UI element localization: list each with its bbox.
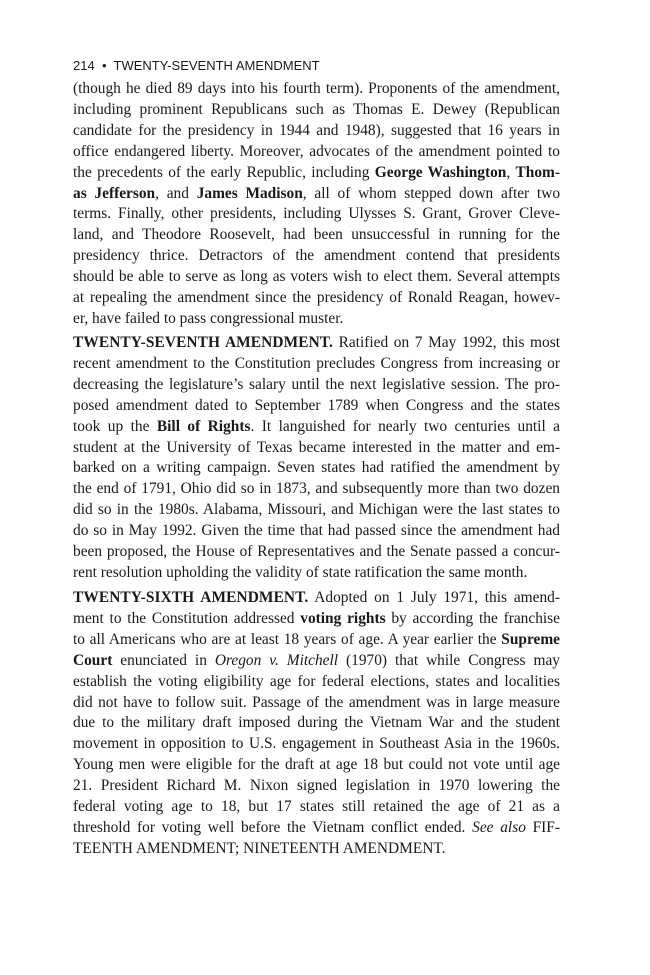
cross-reference-voting-rights: voting rights <box>300 609 386 627</box>
page-number: 214 <box>73 58 95 73</box>
entry-heading: TWENTY-SIXTH AMENDMENT. <box>73 589 309 606</box>
running-head <box>73 58 320 73</box>
text-line: ment to the Constitution addressed voting rights by according the franchise <box>73 609 560 627</box>
text-line: at repealing the amendment since the presidency of Ronald Reagan, howev- <box>73 289 560 307</box>
text-line: recent amendment to the Constitution precludes Congress from increasing or <box>73 354 560 372</box>
text-line: as Jefferson, and James Madison, all of whom stepped down after two <box>73 184 561 202</box>
text-line: Court enunciated in Oregon v. Mitchell (1970) that while Congress may <box>73 651 560 669</box>
paragraph-twenty-second-amendment-continued <box>73 79 560 330</box>
text-line: should be able to serve as long as voters wish to elect them. Several attempts <box>73 268 560 286</box>
text-line: (though he died 89 days into his fourth term). Proponents of the amendment, <box>73 80 560 97</box>
cross-reference-thomas-jefferson-part1: Thom- <box>515 163 560 181</box>
running-head-separator: • <box>101 58 107 73</box>
case-citation: Oregon v. Mitchell <box>214 651 339 669</box>
text-line: TWENTY-SIXTH AMENDMENT. Adopted on 1 July 1971, this amend- <box>73 589 560 606</box>
entry-twenty-seventh-amendment <box>73 333 560 584</box>
cross-reference-supreme-court-part1: Supreme <box>501 630 560 648</box>
entry-twenty-sixth-amendment <box>73 588 560 860</box>
cross-reference-thomas-jefferson-part2: as Jefferson <box>73 184 156 202</box>
text-line: terms. Finally, other presidents, including Ulysses S. Grant, Grover Cleve- <box>73 205 560 223</box>
cross-reference-supreme-court-part2: Court <box>73 651 113 669</box>
cross-reference-george-washington: George Washington <box>374 163 507 181</box>
text-line: threshold for voting well before the Vietnam conflict ended. See also FIF- <box>73 818 560 836</box>
text-line: land, and Theodore Roosevelt, had been unsuccessful in running for the <box>73 226 560 244</box>
see-also-label: See also <box>472 818 526 836</box>
text-line: barked on a writing campaign. Seven states had ratified the amendment by <box>73 459 560 477</box>
text-line: took up the Bill of Rights. It languished for nearly two centuries until a <box>73 417 560 435</box>
text-line: candidate for the presidency in 1944 and 1948), suggested that 16 years in <box>73 121 560 139</box>
text-line: including prominent Republicans such as Thomas E. Dewey (Republican <box>73 100 560 118</box>
cross-reference-james-madison: James Madison <box>196 184 303 202</box>
text-line: office endangered liberty. Moreover, advocates of the amendment pointed to <box>73 142 560 160</box>
text-line: er, have failed to pass congressional muster. <box>73 309 344 327</box>
text-line: posed amendment dated to September 1789 when Congress and the states <box>73 396 560 414</box>
text-line: do so in May 1992. Given the time that had passed since the amendment had <box>73 522 560 540</box>
text-line: TEENTH AMENDMENT; NINETEENTH AMENDMENT. <box>73 839 446 857</box>
text-line: to all Americans who are at least 18 years of age. A year earlier the Supreme <box>73 630 560 648</box>
text-line: did not have to follow suit. Passage of the amendment was in large measure <box>73 693 560 711</box>
text-line: been proposed, the House of Representatives and the Senate passed a concur- <box>73 543 560 561</box>
text-line: decreasing the legislature’s salary until the next legislative session. The pro- <box>73 375 560 393</box>
text-line: rent resolution upholding the validity of state ratification the same month. <box>73 563 528 581</box>
text-line: student at the University of Texas became interested in the matter and em- <box>73 438 560 456</box>
text-line: did so in the 1980s. Alabama, Missouri, and Michigan were the last states to <box>73 501 560 519</box>
running-head-title: TWENTY-SEVENTH AMENDMENT <box>113 58 320 73</box>
text-line: TWENTY-SEVENTH AMENDMENT. Ratified on 7 May 1992, this most <box>73 334 560 351</box>
text-line: presidency thrice. Detractors of the amendment contend that presidents <box>73 247 560 265</box>
cross-reference-bill-of-rights: Bill of Rights <box>156 417 251 435</box>
text-line: the end of 1791, Ohio did so in 1873, and subsequently more than two dozen <box>73 480 560 498</box>
text-line: movement in opposition to U.S. engagement in Southeast Asia in the 1960s. <box>73 735 560 753</box>
text-line: federal voting age to 18, but 17 states still retained the age of 21 as a <box>73 798 560 816</box>
entry-heading: TWENTY-SEVENTH AMENDMENT. <box>73 334 333 351</box>
text-line: establish the voting eligibility age for federal elections, states and localities <box>73 672 560 690</box>
text-line: 21. President Richard M. Nixon signed legislation in 1970 lowering the <box>73 777 560 795</box>
text-line: the precedents of the early Republic, including George Washington, Thom- <box>73 163 560 181</box>
text-line: Young men were eligible for the draft at age 18 but could not vote until age <box>73 756 560 774</box>
text-line: due to the military draft imposed during the Vietnam War and the student <box>73 714 560 732</box>
